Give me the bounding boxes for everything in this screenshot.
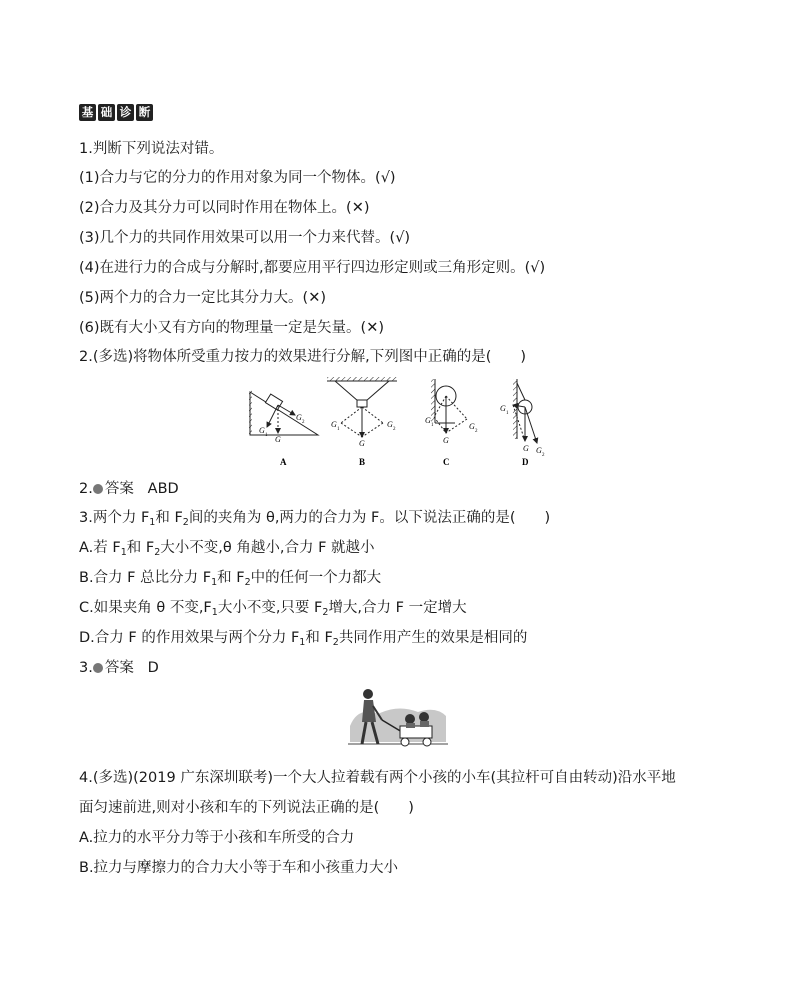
text: 共同作用产生的效果是相同的	[338, 630, 528, 646]
q4-option-a: A.拉力的水平分力等于小孩和车所受的合力	[79, 830, 355, 846]
subscript: 1	[149, 517, 156, 528]
subscript: 2	[182, 517, 189, 528]
diagram-label-d: D	[522, 457, 529, 467]
label-sub: 2	[393, 427, 396, 432]
label-g: G	[275, 435, 281, 444]
text: 增大,合力 F 一定增大	[328, 600, 467, 616]
subscript: 1	[299, 637, 306, 648]
text: 大小不变,θ 角越小,合力 F 就越小	[160, 540, 375, 556]
label-g: G	[523, 444, 529, 453]
text: 和 F	[155, 510, 183, 526]
text: C.如果夹角 θ 不变,F	[79, 600, 212, 616]
answer-prefix: 3.	[79, 660, 93, 676]
label-sub: 2	[542, 453, 545, 458]
label-sub: 1	[337, 427, 340, 432]
label-g: G	[359, 439, 365, 448]
label-sub: 2	[302, 420, 305, 425]
section-badge	[79, 104, 153, 121]
diagram-b	[327, 377, 397, 467]
q3-option-d	[79, 628, 527, 653]
subscript: 2	[154, 547, 161, 558]
text: A.若 F	[79, 540, 121, 556]
label-g1: G	[425, 416, 431, 425]
answer-value: ABD	[147, 481, 179, 497]
badge-char: 断	[136, 104, 153, 121]
subscript: 1	[211, 577, 218, 588]
label-g: G	[443, 436, 449, 445]
badge-char: 基	[79, 104, 96, 121]
q3-stem	[79, 508, 550, 533]
q1-item: (6)既有大小又有方向的物理量一定是矢量。(✕)	[79, 320, 385, 336]
q3-answer	[79, 658, 159, 678]
subscript: 1	[211, 607, 218, 618]
diagram-label-b: B	[359, 457, 366, 467]
q3-option-c	[79, 598, 467, 623]
badge-char: 诊	[117, 104, 134, 121]
text: 和 F	[126, 540, 155, 556]
diagram-a	[249, 390, 318, 467]
label-g2: G	[296, 413, 302, 422]
q4-stem-line2: 面匀速前进,则对小孩和车的下列说法正确的是( )	[79, 800, 414, 816]
answer-marker-icon	[93, 663, 103, 673]
answer-prefix: 2.	[79, 481, 93, 497]
label-sub: 1	[265, 433, 268, 438]
label-g1: G	[500, 404, 506, 413]
subscript: 2	[322, 607, 329, 618]
text: 和 F	[305, 630, 333, 646]
answer-word: 答案	[104, 481, 134, 497]
q1-item: (5)两个力的合力一定比其分力大。(✕)	[79, 290, 327, 306]
q3-option-b	[79, 568, 381, 593]
label-sub: 2	[475, 429, 478, 434]
text: 间的夹角为 θ,两力的合力为 F。以下说法正确的是( )	[188, 510, 551, 526]
label-sub: 1	[431, 423, 434, 428]
label-g1: G	[331, 420, 337, 429]
q1-item: (3)几个力的共同作用效果可以用一个力来代替。(√)	[79, 230, 411, 246]
subscript: 2	[244, 577, 251, 588]
q3-option-a	[79, 538, 375, 563]
q1-item: (1)合力与它的分力的作用对象为同一个物体。(√)	[79, 170, 396, 186]
q4-option-b: B.拉力与摩擦力的合力大小等于车和小孩重力大小	[79, 860, 399, 876]
text: 3.两个力 F	[79, 510, 150, 526]
badge-char: 础	[98, 104, 115, 121]
text: D.合力 F 的作用效果与两个分力 F	[79, 630, 300, 646]
text: B.合力 F 总比分力 F	[79, 570, 212, 586]
q2-stem: 2.(多选)将物体所受重力按力的效果进行分解,下列图中正确的是( )	[79, 349, 527, 365]
answer-value: D	[147, 660, 159, 676]
q1-item: (4)在进行力的合成与分解时,都要应用平行四边形定则或三角形定则。(√)	[79, 260, 546, 276]
subscript: 2	[332, 637, 339, 648]
label-g1: G	[259, 426, 265, 435]
diagram-c	[425, 379, 478, 467]
answer-marker-icon	[93, 484, 103, 494]
q2-answer	[79, 479, 179, 499]
diagram-label-a: A	[280, 457, 287, 467]
label-sub: 1	[506, 411, 509, 416]
diagram-d	[500, 379, 545, 467]
text: 中的任何一个力都大	[250, 570, 382, 586]
diagram-label-c: C	[443, 457, 450, 467]
q4-stem-line1: 4.(多选)(2019 广东深圳联考)一个大人拉着载有两个小孩的小车(其拉杆可自由转动)沿水平地	[79, 770, 676, 786]
subscript: 1	[120, 547, 127, 558]
text: 和 F	[217, 570, 245, 586]
answer-word: 答案	[104, 660, 134, 676]
label-g2: G	[387, 420, 393, 429]
label-g2: G	[536, 446, 542, 455]
q4-wagon-illustration	[348, 686, 448, 754]
text: 大小不变,只要 F	[217, 600, 323, 616]
q1-stem: 1.判断下列说法对错。	[79, 141, 224, 157]
q1-item: (2)合力及其分力可以同时作用在物体上。(✕)	[79, 200, 370, 216]
label-g2: G	[469, 422, 475, 431]
q2-force-diagrams	[245, 375, 560, 472]
